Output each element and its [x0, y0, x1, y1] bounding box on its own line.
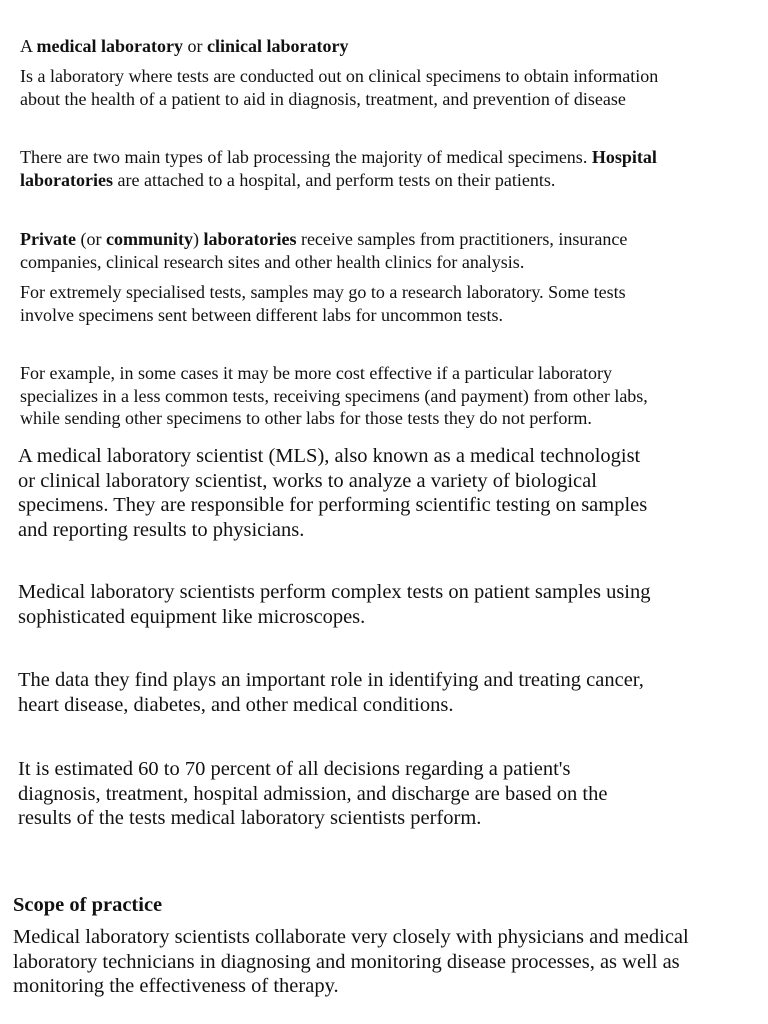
- specialised-line-1: For extremely specialised tests, samples may go to a research laboratory. Some tests: [20, 282, 626, 302]
- scope-heading: Scope of practice: [13, 894, 163, 916]
- mls-paragraph: [18, 444, 647, 542]
- private-line-1-rest: receive samples from practitioners, insurance: [296, 229, 628, 249]
- scope-line-3: monitoring the effectiveness of therapy.: [13, 975, 339, 997]
- types-line-2: [20, 169, 657, 192]
- definition-line-2: about the health of a patient to aid in diagnosis, treatment, and prevention of disease: [20, 88, 626, 109]
- private-close-paren: ): [192, 229, 204, 249]
- example-line-2: specializes in a less common tests, receiving specimens (and payment) from other labs,: [20, 385, 648, 406]
- estimate-line-1: It is estimated 60 to 70 percent of all decisions regarding a patient's: [18, 758, 571, 780]
- term-community: community: [105, 229, 193, 249]
- term-hospital: Hospital: [591, 147, 657, 167]
- definition-line-1: Is a laboratory where tests are conducted out on clinical specimens to obtain information: [20, 66, 659, 86]
- mls-line-1: A medical laboratory scientist (MLS), also known as a medical technologist: [18, 445, 641, 467]
- mls-line-3: specimens. They are responsible for performing scientific testing on samples: [18, 494, 648, 516]
- types-line-1: [20, 146, 657, 169]
- estimate-line-2: diagnosis, treatment, hospital admission, and discharge are based on the: [18, 782, 608, 805]
- specialised-paragraph: [20, 281, 626, 326]
- example-paragraph: [20, 362, 648, 430]
- estimate-paragraph: [18, 757, 607, 831]
- complex-line-2: sophisticated equipment like microscopes.: [18, 605, 366, 628]
- private-paragraph: [20, 228, 627, 273]
- private-or-open: (or: [75, 229, 106, 249]
- estimate-line-3: results of the tests medical laboratory scientists perform.: [18, 807, 482, 829]
- private-line-1: [20, 228, 627, 251]
- example-line-1: For example, in some cases it may be more cost effective if a particular laboratory: [20, 363, 612, 383]
- intro-heading: [20, 35, 348, 58]
- term-clinical-laboratory: clinical laboratory: [207, 36, 349, 56]
- scope-paragraph: [13, 925, 689, 999]
- definition-paragraph: [20, 65, 658, 110]
- mls-line-2: or clinical laboratory scientist, works to analyze a variety of biological: [18, 469, 597, 492]
- intro-heading-a: A: [20, 36, 37, 56]
- specialised-line-2: involve specimens sent between different labs for uncommon tests.: [20, 304, 504, 325]
- private-line-2: companies, clinical research sites and other health clinics for analysis.: [20, 251, 525, 272]
- example-line-3: while sending other specimens to other labs for those tests they do not perform.: [20, 408, 592, 428]
- term-laboratories-private: laboratories: [203, 229, 297, 249]
- scope-line-1: Medical laboratory scientists collaborate very closely with physicians and medical: [13, 926, 689, 948]
- data-role-line-2: heart disease, diabetes, and other medical conditions.: [18, 693, 454, 716]
- complex-line-1: Medical laboratory scientists perform complex tests on patient samples using: [18, 581, 651, 603]
- types-line-2-text: are attached to a hospital, and perform tests on their patients.: [112, 169, 556, 190]
- intro-heading-or: or: [183, 36, 207, 56]
- term-private: Private: [20, 229, 76, 249]
- term-medical-laboratory: medical laboratory: [36, 36, 183, 56]
- mls-line-4: and reporting results to physicians.: [18, 518, 305, 541]
- data-role-paragraph: [18, 668, 644, 717]
- data-role-line-1: The data they find plays an important role in identifying and treating cancer,: [18, 669, 644, 691]
- scope-line-2: laboratory technicians in diagnosing and monitoring disease processes, as well as: [13, 950, 680, 973]
- types-paragraph: [20, 146, 657, 191]
- complex-paragraph: [18, 580, 651, 629]
- term-laboratories: laboratories: [20, 169, 113, 190]
- types-line-1-text: There are two main types of lab processing the majority of medical specimens.: [20, 147, 592, 167]
